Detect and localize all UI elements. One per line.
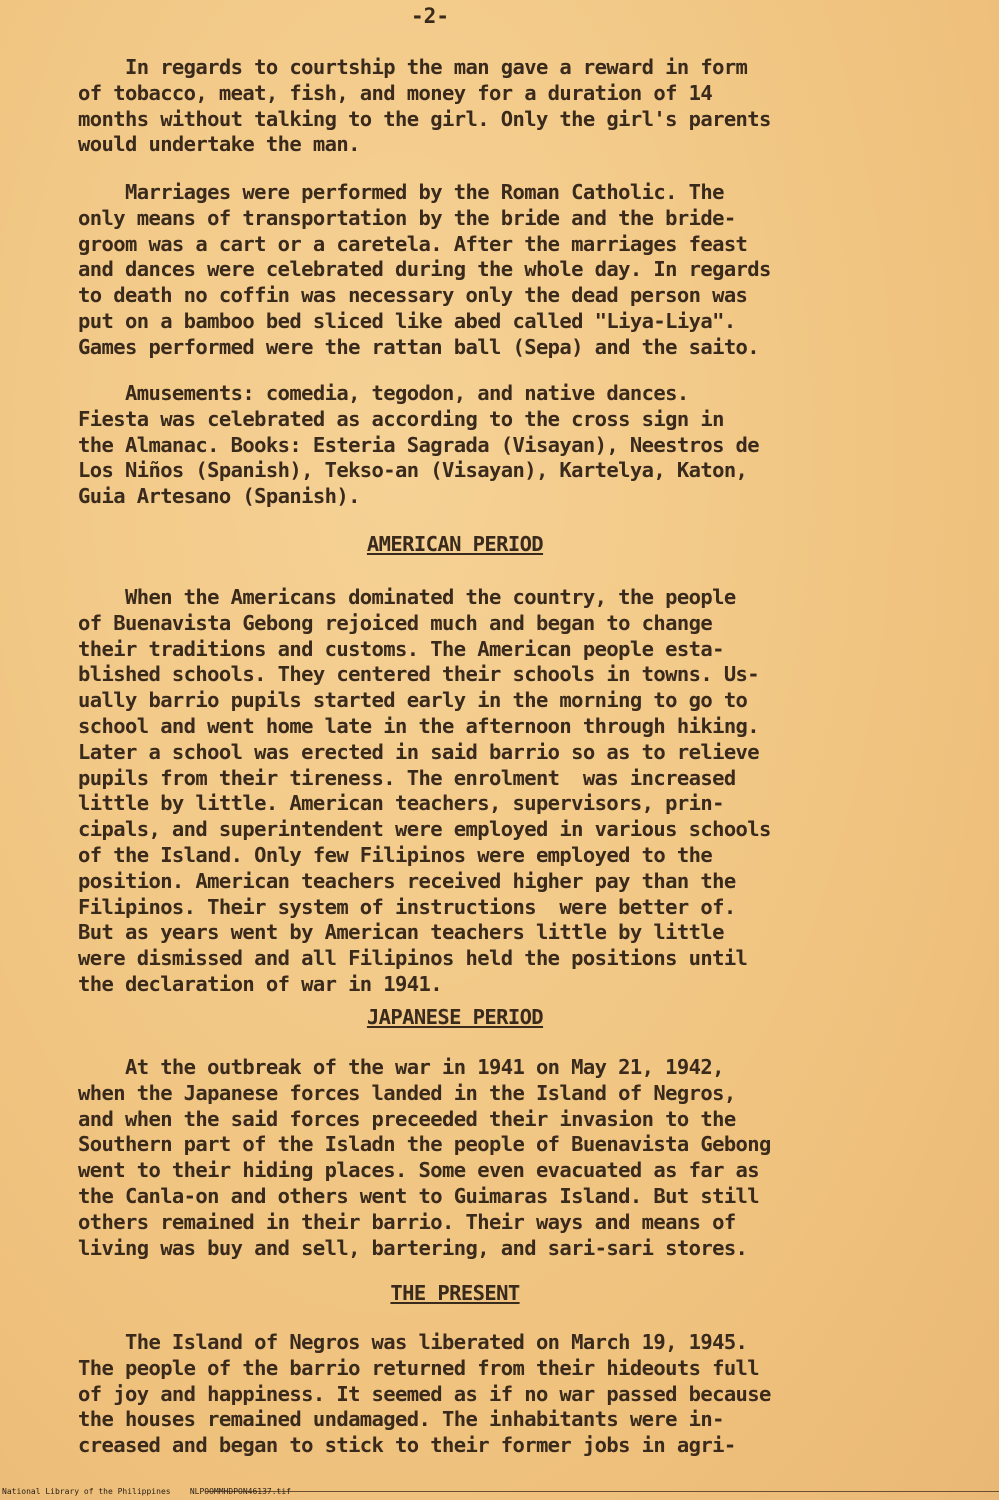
- paragraph-the-present: The Island of Negros was liberated on March 19, 1945. The people of the barrio returned from their hideouts full of joy and happiness. It seemed as if no war passed because the houses remained undamaged. The inhabitants were in- creased and began to stick to their former jobs in agri-: [78, 1330, 771, 1458]
- heading-american-period: AMERICAN PERIOD: [366, 532, 544, 556]
- paragraph-courtship: In regards to courtship the man gave a reward in form of tobacco, meat, fish, and money for a duration of 14 months without talking to the girl. Only the girl's parents would undertake the man.: [78, 55, 771, 157]
- page-number: -2-: [411, 4, 449, 28]
- heading-the-present: THE PRESENT: [390, 1281, 520, 1305]
- paragraph-marriages: Marriages were performed by the Roman Catholic. The only means of transportation by the bride and the bride- groom was a cart or a caretela. After the marriages feast and dances were celebrated during the whole day. In regards to death no coffin was necessary only the dead person was put on a bamboo bed sliced like abed called "Liya-Liya". Games performed were the rattan ball (Sepa) and the saito.: [78, 180, 771, 359]
- footer-caption: National Library of the Philippines NLPOOMMHDPON46137.tif: [2, 1487, 291, 1496]
- paragraph-amusements: Amusements: comedia, tegodon, and native dances. Fiesta was celebrated as according to the cross sign in the Almanac. Books: Esteria Sagrada (Visayan), Neestros de Los Niños (Spanish), Tekso-an (Visayan), Kartelya, Katon, Guia Artesano (Spanish).: [78, 381, 760, 509]
- footer-divider: [205, 1491, 999, 1492]
- paragraph-japanese-period: At the outbreak of the war in 1941 on May 21, 1942, when the Japanese forces landed in the Island of Negros, and when the said forces preceeded their invasion to the Southern part of the Isladn the people of Buenavista Gebong went to their hiding places. Some even evacuated as far as the Canla-on and others went to Guimaras Island. But still others remained in their barrio. Their ways and means of living was buy and sell, bartering, and sari-sari stores.: [78, 1055, 771, 1260]
- heading-japanese-period: JAPANESE PERIOD: [366, 1005, 544, 1029]
- paragraph-american-period: When the Americans dominated the country, the people of Buenavista Gebong rejoiced much and began to change their traditions and customs. The American people esta- blished schools. They centered their schools in towns. Us- ually barrio pupils started early in the morning to go to school and went home late in the afternoon through hiking. Later a school was erected in said barrio so as to relieve pupils from their tireness. The enrolment was increased little by little. American teachers, supervisors, prin- cipals, and superintendent were employed in various schools of the Island. Only few Filipinos were employed to the position. American teachers received higher pay than the Filipinos. Their system of instructions were better of. But as years went by American teachers little by little were dismissed and all Filipinos held the positions until the declaration of war in 1941.: [78, 585, 771, 996]
